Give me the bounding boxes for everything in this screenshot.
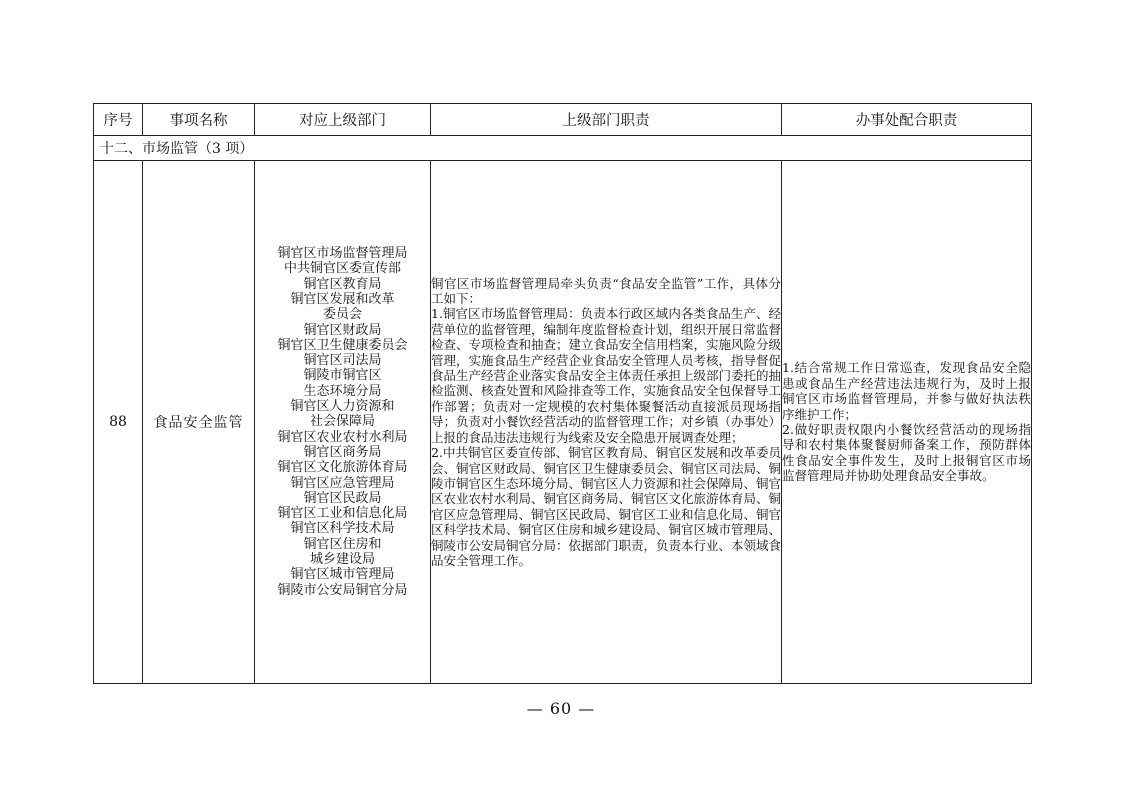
department-line: 委员会 [322, 307, 362, 323]
upper-duty-item: 2.中共铜官区委宣传部、铜官区教育局、铜官区发展和改革委员会、铜官区财政局、铜官区卫生健康委员会、铜官区司法局、铜陵市铜官区生态环境分局、铜官区人力资源和社会保障局、铜官区农业农村水利局、铜官区商务局、铜官区文化旅游体育局、铜官区应急管理局、铜官区民政局、铜官区工业和信息化局、铜官区科学技术局、铜官区住房和城乡建设局、铜官区城市管理局、铜陵市公安局铜官分局：依据部门职责，负责本行业、本领域食品安全管理工作。 [431, 445, 782, 568]
department-line: 铜官区科学技术局 [290, 521, 395, 537]
header-serial-number: 序号 [94, 104, 143, 136]
upper-duty-intro: 铜官区市场监督管理局牵头负责“食品安全监管”工作，具体分工如下： [431, 275, 781, 307]
section-title: 十二、市场监管（3 项） [94, 136, 1032, 161]
department-line: 铜官区人力资源和 [290, 399, 395, 415]
department-line: 铜官区市场监督管理局 [277, 246, 408, 262]
row-assist-duties [782, 161, 1032, 684]
table-row [94, 161, 1032, 684]
row-item-name: 食品安全监管 [143, 161, 255, 684]
row-number: 88 [94, 161, 143, 684]
department-line: 社会保障局 [309, 414, 375, 430]
section-row [94, 136, 1032, 161]
header-item-name: 事项名称 [143, 104, 255, 136]
page-number: — 60 — [526, 699, 596, 718]
header-superior-department: 对应上级部门 [255, 104, 431, 136]
department-line: 铜官区司法局 [303, 353, 382, 369]
department-line: 铜官区城市管理局 [290, 567, 395, 583]
department-line: 城乡建设局 [309, 552, 375, 568]
row-departments [255, 161, 431, 684]
header-office-assist-duties: 办事处配合职责 [782, 104, 1032, 136]
assist-duty-item: 1.结合常规工作日常巡查，发现食品安全隐患或食品生产经营违法违规行为，及时上报铜官区市场监督管理局，并参与做好执法秩序维护工作； [782, 360, 1031, 422]
department-line: 铜官区住房和 [303, 536, 382, 552]
department-line: 铜官区教育局 [303, 276, 382, 292]
department-line: 铜陵市铜官区 [303, 368, 382, 384]
department-line: 铜官区发展和改革 [290, 291, 395, 307]
department-line: 铜官区卫生健康委员会 [277, 337, 408, 353]
duty-table [93, 103, 1032, 684]
department-line: 中共铜官区委宣传部 [283, 261, 401, 277]
department-line: 铜陵市公安局铜官分局 [277, 582, 408, 598]
department-line: 铜官区商务局 [303, 444, 382, 460]
department-line: 铜官区应急管理局 [290, 475, 395, 491]
department-line: 铜官区工业和信息化局 [277, 506, 408, 522]
upper-duty-item: 1.铜官区市场监督管理局：负责本行政区域内各类食品生产、经营单位的监督管理，编制年度监督检查计划，组织开展日常监督检查、专项检查和抽查；建立食品安全信用档案，实施风险分级管理，实施食品生产经营企业食品安全管理人员考核，指导督促食品生产经营企业落实食品安全主体责任承担上级部门委托的抽检监测、核查处置和风险排查等工作，实施食品安全包保督导工作部署；负责对一定规模的农村集体聚餐活动直接派员现场指导；负责对小餐饮经营活动的监督管理工作；对乡镇（办事处）上报的食品违法违规行为线索及安全隐患开展调查处理； [431, 306, 782, 445]
department-line: 生态环境分局 [303, 383, 382, 399]
department-line: 铜官区民政局 [303, 490, 382, 506]
header-superior-duties: 上级部门职责 [431, 104, 782, 136]
department-line: 铜官区农业农村水利局 [277, 429, 408, 445]
department-line: 铜官区财政局 [303, 322, 382, 338]
department-line: 铜官区文化旅游体育局 [277, 460, 408, 476]
assist-duty-item: 2.做好职责权限内小餐饮经营活动的现场指导和农村集体聚餐厨师备案工作，预防群体性食品安全事件发生，及时上报铜官区市场监督管理局并协助处理食品安全事故。 [782, 422, 1031, 484]
row-upper-duties [431, 161, 782, 684]
table-header-row [94, 104, 1032, 136]
